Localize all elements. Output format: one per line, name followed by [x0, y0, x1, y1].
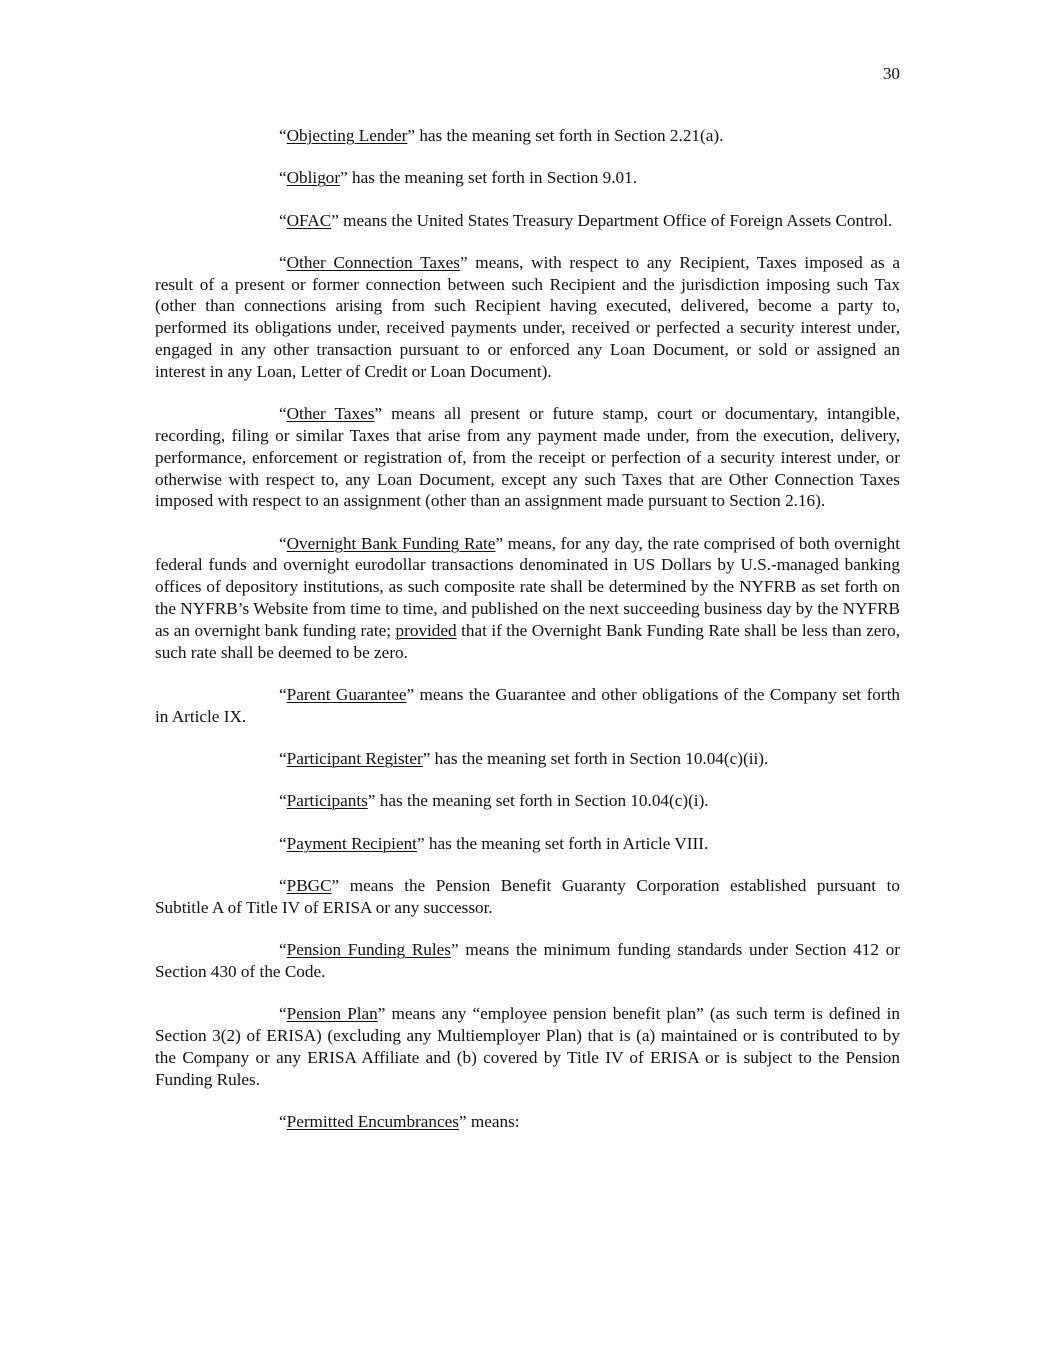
- definition-pbgc: “PBGC” means the Pension Benefit Guaranty Corporation established pursuant to Subtitle A of Title IV of ERISA or any successor.: [155, 875, 900, 917]
- definition-text: means:: [466, 1111, 520, 1131]
- definition-payment-recipient: “Payment Recipient” has the meaning set forth in Article VIII.: [279, 833, 709, 853]
- defined-term: Overnight Bank Funding Rate: [286, 533, 496, 553]
- defined-term: PBGC: [286, 875, 332, 895]
- definition-text: means the minimum funding standards under Section 412 or Section 430 of the Code.: [155, 940, 900, 981]
- defined-term: Pension Plan: [286, 1004, 378, 1024]
- definition-text: has the meaning set forth in Section 10.04(c)(i).: [375, 791, 709, 811]
- defined-term: Payment Recipient: [286, 833, 417, 853]
- definition-text: means any “employee pension benefit plan” (as such term is defined in Section 3(2) of ERISA) (excluding any Multiemployer Plan) that is (a) maintained or is contributed to by the Company or any ERISA Affiliate and (b) covered by Title IV of ERISA or is subject to the Pension Funding Rules.: [155, 1004, 900, 1089]
- definitions-list: [155, 125, 900, 1153]
- definition-obligor: “Obligor” has the meaning set forth in Section 9.01.: [279, 168, 638, 188]
- defined-term: Permitted Encumbrances: [286, 1111, 459, 1131]
- definition-text: means, with respect to any Recipient, Taxes imposed as a result of a present or former connection between such Recipient and the jurisdiction imposing such Tax (other than connections arising from such Recipient having executed, delivered, become a party to, performed its obligations under, received payments under, received or perfected a security interest under, engaged in any other transaction pursuant to or enforced any Loan Document, or sold or assigned an interest in any Loan, Letter of Credit or Loan Document).: [155, 252, 900, 381]
- defined-term: Other Connection Taxes: [286, 252, 460, 272]
- defined-term: OFAC: [286, 210, 332, 230]
- definition-text: has the meaning set forth in Article VIII.: [424, 833, 709, 853]
- definition-text: has the meaning set forth in Section 10.04(c)(ii).: [430, 749, 769, 769]
- definition-text: means the Guarantee and other obligations of the Company set forth in Article IX.: [155, 684, 900, 726]
- defined-term: Participant Register: [286, 749, 423, 769]
- definition-other-taxes: “Other Taxes” means all present or future stamp, court or documentary, intangible, recording, filing or similar Taxes that arise from any payment made under, from the execution, delivery, performance, enforcement or registration of, from the receipt or perfection of a security interest under, or otherwise with respect to, any Loan Document, except any such Taxes that are Other Connection Taxes imposed with respect to an assignment (other than an assignment made pursuant to Section 2.16).: [155, 404, 900, 511]
- defined-term: Obligor: [286, 168, 341, 188]
- definition-text-continued: that if the Overnight Bank Funding Rate shall be less than zero, such rate shall be deemed to be zero.: [155, 620, 901, 662]
- definition-participants: “Participants” has the meaning set forth in Section 10.04(c)(i).: [279, 791, 709, 811]
- emphasis-provided: provided: [395, 620, 457, 640]
- defined-term: Parent Guarantee: [286, 684, 407, 704]
- definition-text: means, for any day, the rate comprised of both overnight federal funds and overnight eurodollar transactions denominated in US Dollars by U.S.-managed banking offices of depository institutions, as such composite rate shall be determined by the NYFRB as set forth on the NYFRB’s Website from time to time, and published on the next succeeding business day by the NYFRB as an overnight bank funding rate;: [155, 533, 900, 640]
- definition-other-connection-taxes: “Other Connection Taxes” means, with respect to any Recipient, Taxes imposed as a result of a present or former connection between such Recipient and the jurisdiction imposing such Tax (other than connections arising from such Recipient having executed, delivered, become a party to, performed its obligations under, received payments under, received or perfected a security interest under, engaged in any other transaction pursuant to or enforced any Loan Document, or sold or assigned an interest in any Loan, Letter of Credit or Loan Document).: [155, 252, 900, 381]
- definition-text: has the meaning set forth in Section 2.21(a).: [415, 126, 724, 145]
- definition-objecting-lender: “Objecting Lender” has the meaning set forth in Section 2.21(a).: [279, 126, 724, 145]
- definition-permitted-encumbrances: “Permitted Encumbrances” means:: [279, 1111, 520, 1131]
- defined-term: Pension Funding Rules: [286, 940, 451, 960]
- definition-pension-funding-rules: “Pension Funding Rules” means the minimum funding standards under Section 412 or Section 430 of the Code.: [155, 940, 900, 981]
- definition-text: means the United States Treasury Department Office of Foreign Assets Control.: [338, 210, 893, 230]
- definition-parent-guarantee: “Parent Guarantee” means the Guarantee and other obligations of the Company set forth in Article IX.: [155, 684, 900, 726]
- page-number: 30: [882, 64, 900, 83]
- definition-participant-register: “Participant Register” has the meaning set forth in Section 10.04(c)(ii).: [279, 749, 769, 769]
- definition-pension-plan: “Pension Plan” means any “employee pension benefit plan” (as such term is defined in Section 3(2) of ERISA) (excluding any Multiemployer Plan) that is (a) maintained or is contributed to by the Company or any ERISA Affiliate and (b) covered by Title IV of ERISA or is subject to the Pension Funding Rules.: [155, 1004, 900, 1089]
- defined-term: Other Taxes: [286, 404, 375, 424]
- definition-text: means the Pension Benefit Guaranty Corporation established pursuant to Subtitle A of Title IV of ERISA or any successor.: [155, 875, 900, 917]
- definition-text: has the meaning set forth in Section 9.01.: [347, 168, 638, 188]
- definition-text: means all present or future stamp, court or documentary, intangible, recording, filing or similar Taxes that arise from any payment made under, from the execution, delivery, performance, enforcement or registration of, from the receipt or perfection of a security interest under, or otherwise with respect to, any Loan Document, except any such Taxes that are Other Connection Taxes imposed with respect to an assignment (other than an assignment made pursuant to Section 2.16).: [155, 404, 900, 511]
- definition-ofac: “OFAC” means the United States Treasury Department Office of Foreign Assets Control.: [279, 210, 893, 230]
- definition-overnight-bank-funding-rate: “Overnight Bank Funding Rate” means, for any day, the rate comprised of both overnight federal funds and overnight eurodollar transactions denominated in US Dollars by U.S.-managed banking offices of depository institutions, as such composite rate shall be determined by the NYFRB as set forth on the NYFRB’s Website from time to time, and published on the next succeeding business day by the NYFRB as an overnight bank funding rate; provided that if the Overnight Bank Funding Rate shall be less than zero, such rate shall be deemed to be zero.: [155, 533, 901, 662]
- defined-term: Objecting Lender: [286, 126, 408, 145]
- defined-term: Participants: [286, 791, 368, 811]
